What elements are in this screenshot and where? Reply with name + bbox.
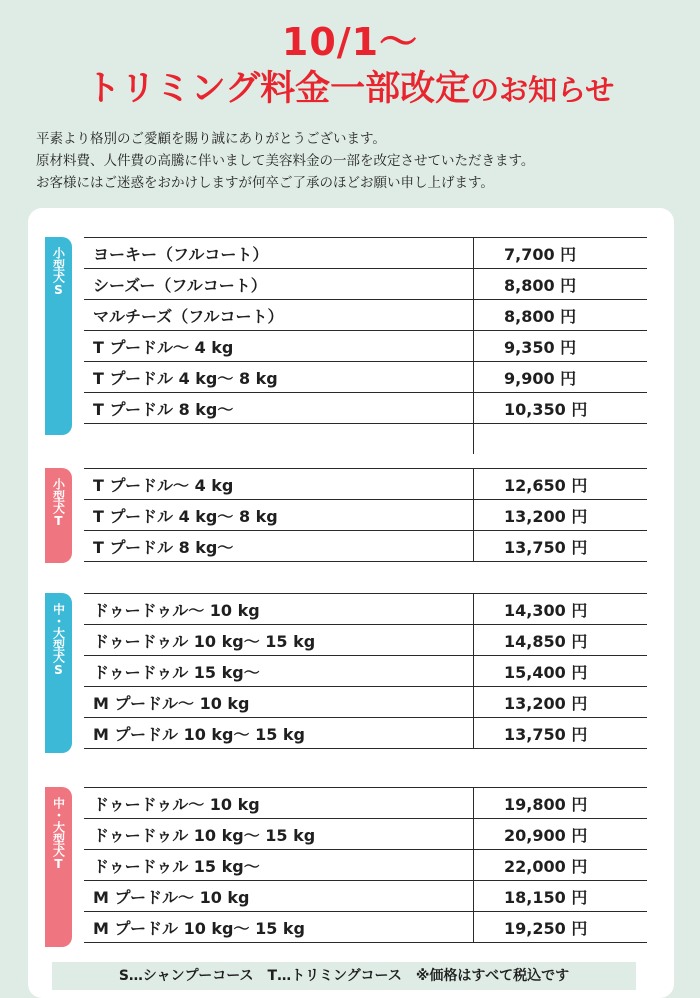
course-name: M プードル 10 kg〜 15 kg <box>84 718 474 748</box>
course-name: ドゥードゥル 15 kg〜 <box>84 850 474 880</box>
intro-line: 平素より格別のご愛顧を賜り誠にありがとうございます。 <box>36 131 386 147</box>
course-price: 12,650 円 <box>504 475 588 495</box>
table-row <box>84 269 647 300</box>
course-name: T プードル 8 kg〜 <box>84 531 474 561</box>
course-name: ドゥードゥル 15 kg〜 <box>84 656 474 686</box>
course-price: 9,900 円 <box>504 368 577 388</box>
table-row <box>84 788 647 819</box>
course-price: 20,900 円 <box>504 825 588 845</box>
table-row <box>84 500 647 531</box>
price-table <box>84 468 647 562</box>
course-name: ドゥードゥル 10 kg〜 15 kg <box>84 625 474 655</box>
table-row <box>84 625 647 656</box>
course-price: 19,250 円 <box>504 918 588 938</box>
course-name: T プードル 4 kg〜 8 kg <box>84 500 474 530</box>
course-name: T プードル〜 4 kg <box>84 469 474 499</box>
course-name: ドゥードゥル 10 kg〜 15 kg <box>84 819 474 849</box>
table-row <box>84 331 647 362</box>
table-row <box>84 393 647 424</box>
course-price: 7,700 円 <box>504 244 577 264</box>
course-name: M プードル 10 kg〜 15 kg <box>84 912 474 942</box>
table-row <box>84 912 647 943</box>
course-price: 18,150 円 <box>504 887 588 907</box>
table-row <box>84 656 647 687</box>
title-date: 10/1〜 <box>281 20 419 64</box>
course-name: マルチーズ（フルコート） <box>84 300 474 330</box>
course-price: 13,750 円 <box>504 724 588 744</box>
title-suffix: のお知らせ <box>470 73 615 107</box>
course-price: 13,750 円 <box>504 537 588 557</box>
course-name <box>84 424 474 454</box>
table-row <box>84 718 647 749</box>
course-price: 14,850 円 <box>504 631 588 651</box>
course-name: M プードル〜 10 kg <box>84 687 474 717</box>
table-row <box>84 687 647 718</box>
course-name: ドゥードゥル〜 10 kg <box>84 788 474 818</box>
footer-note: S…シャンプーコース T…トリミングコース ※価格はすべて税込です <box>52 962 636 990</box>
table-row-empty <box>84 424 647 454</box>
price-table <box>84 593 647 749</box>
section-tab: 中・大型犬T <box>45 787 72 947</box>
table-row <box>84 531 647 562</box>
course-name: ヨーキー（フルコート） <box>84 238 474 268</box>
price-table <box>84 237 647 454</box>
course-name: T プードル〜 4 kg <box>84 331 474 361</box>
course-price: 13,200 円 <box>504 506 588 526</box>
course-name: T プードル 8 kg〜 <box>84 393 474 423</box>
course-price: 15,400 円 <box>504 662 588 682</box>
table-row <box>84 300 647 331</box>
course-price: 19,800 円 <box>504 794 588 814</box>
table-row <box>84 469 647 500</box>
price-table <box>84 787 647 943</box>
intro-line: お客様にはご迷惑をおかけしますが何卒ご了承のほどお願い申し上げます。 <box>36 175 494 191</box>
table-row <box>84 594 647 625</box>
intro-text <box>36 128 676 194</box>
section-tab: 小型犬T <box>45 468 72 563</box>
course-price: 8,800 円 <box>504 275 577 295</box>
page-title <box>0 66 700 113</box>
course-price: 22,000 円 <box>504 856 588 876</box>
course-name: M プードル〜 10 kg <box>84 881 474 911</box>
table-row <box>84 881 647 912</box>
course-price: 13,200 円 <box>504 693 588 713</box>
table-row <box>84 238 647 269</box>
section-tab: 小型犬S <box>45 237 72 435</box>
table-row <box>84 850 647 881</box>
table-row <box>84 819 647 850</box>
intro-line: 原材料費、人件費の高騰に伴いまして美容料金の一部を改定させていただきます。 <box>36 153 535 169</box>
course-price: 10,350 円 <box>504 399 588 419</box>
title-main: トリミング料金一部改定 <box>85 69 471 109</box>
course-name: ドゥードゥル〜 10 kg <box>84 594 474 624</box>
section-tab: 中・大型犬S <box>45 593 72 753</box>
course-name: T プードル 4 kg〜 8 kg <box>84 362 474 392</box>
course-price: 8,800 円 <box>504 306 577 326</box>
table-row <box>84 362 647 393</box>
course-name: シーズー（フルコート） <box>84 269 474 299</box>
course-price: 14,300 円 <box>504 600 588 620</box>
course-price: 9,350 円 <box>504 337 577 357</box>
